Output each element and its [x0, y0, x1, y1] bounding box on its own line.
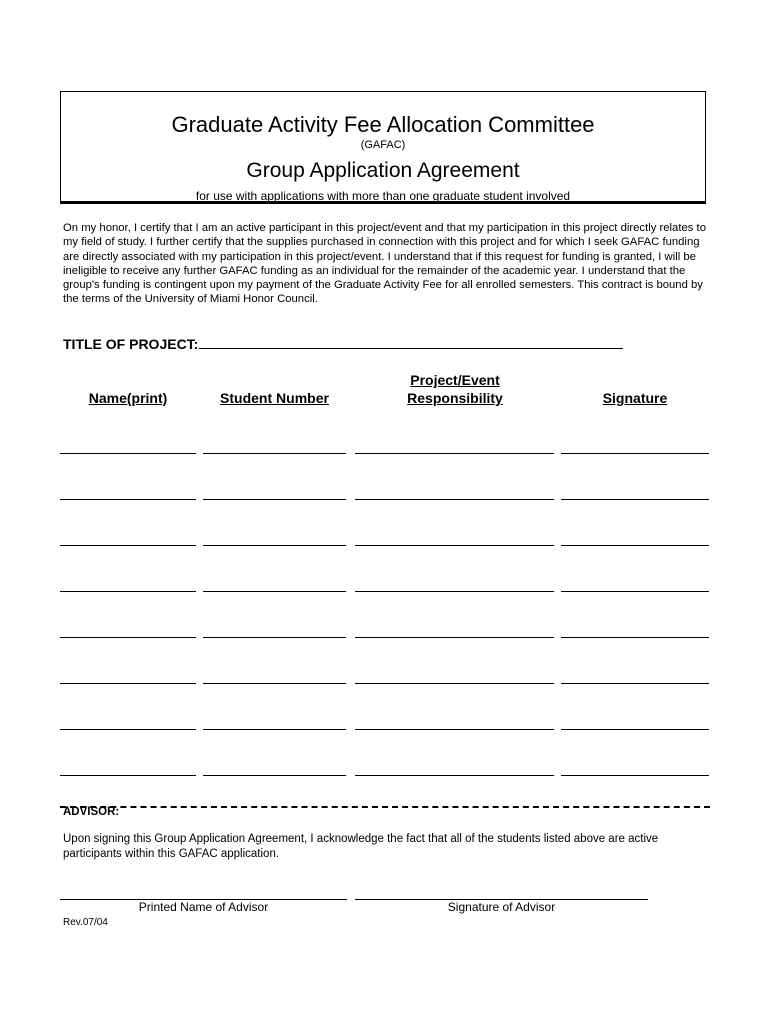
row-5-name-line[interactable] [60, 637, 196, 638]
row-1-student-number-line[interactable] [203, 453, 346, 454]
row-7-name-line[interactable] [60, 729, 196, 730]
row-3-responsibility-line[interactable] [355, 545, 554, 546]
row-8-student-number-line[interactable] [203, 775, 346, 776]
column-header-signature: Signature [602, 390, 668, 406]
row-1-name-line[interactable] [60, 453, 196, 454]
row-8-signature-line[interactable] [561, 775, 709, 776]
row-8-name-line[interactable] [60, 775, 196, 776]
row-4-signature-line[interactable] [561, 591, 709, 592]
row-8-responsibility-line[interactable] [355, 775, 554, 776]
advisor-printed-name-caption: Printed Name of Advisor [138, 900, 269, 914]
row-6-responsibility-line[interactable] [355, 683, 554, 684]
project-title-label: TITLE OF PROJECT: [63, 336, 199, 352]
row-6-student-number-line[interactable] [203, 683, 346, 684]
revision-label: Rev.07/04 [63, 917, 108, 928]
honor-statement: On my honor, I certify that I am an active participant in this project/event and that my participation in this project directly relates to my field of study. I further certify that the supplies purchased in connection with this project and for which I seek GAFAC funding are directly associated with my participation in this project/event. I understand that if this request for funding is granted, I will be ineligible to receive any further GAFAC funding as an individual for the remainder of the academic year. I understand that the group's funding is contingent upon my payment of the Graduate Activity Fee for all enrolled semesters. This contract is bound by the terms of the University of Miami Honor Council. [63, 222, 706, 306]
header-box [60, 91, 706, 204]
row-3-student-number-line[interactable] [203, 545, 346, 546]
advisor-statement: Upon signing this Group Application Agreement, I acknowledge the fact that all of the students listed above are active participants within this GAFAC application. [63, 833, 659, 860]
row-3-name-line[interactable] [60, 545, 196, 546]
advisor-signature-caption: Signature of Advisor [447, 900, 556, 914]
form-usage-note: for use with applications with more than one graduate student involved [195, 189, 571, 203]
row-1-signature-line[interactable] [561, 453, 709, 454]
row-1-responsibility-line[interactable] [355, 453, 554, 454]
row-5-student-number-line[interactable] [203, 637, 346, 638]
row-2-name-line[interactable] [60, 499, 196, 500]
row-7-responsibility-line[interactable] [355, 729, 554, 730]
row-7-student-number-line[interactable] [203, 729, 346, 730]
row-4-responsibility-line[interactable] [355, 591, 554, 592]
project-title-field [63, 335, 623, 352]
project-title-input-line[interactable] [199, 335, 623, 349]
row-2-signature-line[interactable] [561, 499, 709, 500]
column-header-responsibility-line2: Responsibility [407, 390, 503, 406]
form-abbreviation: (GAFAC) [360, 139, 406, 151]
column-header-responsibility [355, 371, 555, 407]
form-subtitle: Group Application Agreement [246, 159, 520, 182]
row-3-signature-line[interactable] [561, 545, 709, 546]
column-header-responsibility-line1: Project/Event [410, 372, 500, 388]
row-6-signature-line[interactable] [561, 683, 709, 684]
row-5-signature-line[interactable] [561, 637, 709, 638]
row-6-name-line[interactable] [60, 683, 196, 684]
form-title: Graduate Activity Fee Allocation Committee [171, 112, 595, 137]
column-header-name: Name(print) [88, 390, 168, 406]
section-divider [60, 806, 710, 808]
row-4-student-number-line[interactable] [203, 591, 346, 592]
advisor-label: ADVISOR: [63, 806, 120, 818]
row-4-name-line[interactable] [60, 591, 196, 592]
row-5-responsibility-line[interactable] [355, 637, 554, 638]
column-header-student-number: Student Number [220, 390, 329, 406]
row-2-student-number-line[interactable] [203, 499, 346, 500]
row-7-signature-line[interactable] [561, 729, 709, 730]
row-2-responsibility-line[interactable] [355, 499, 554, 500]
